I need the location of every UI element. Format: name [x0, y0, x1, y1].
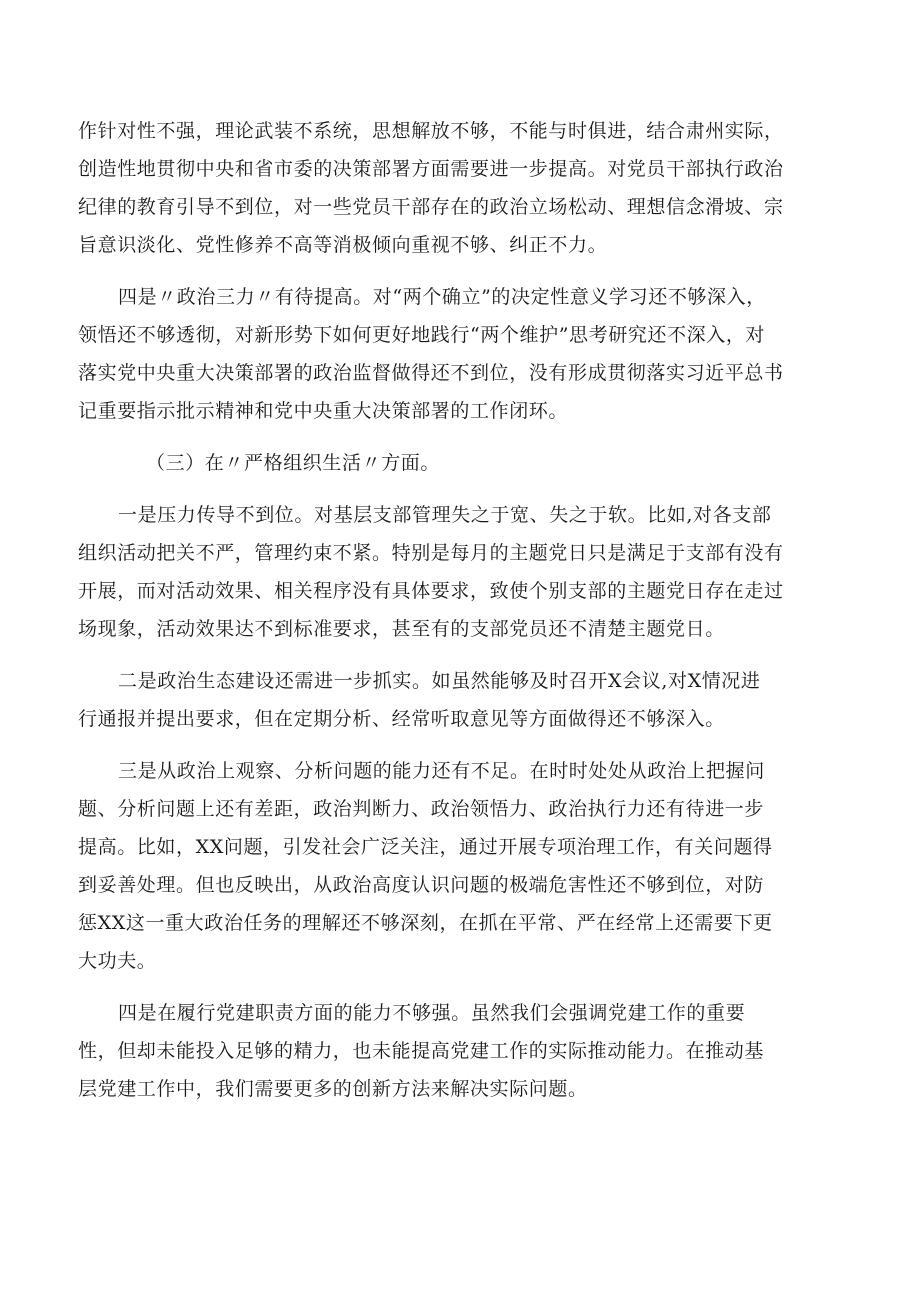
paragraph-political-analysis — [78, 752, 860, 980]
text-line: 记重要指示批示精神和党中央重大决策部署的工作闭环。 — [78, 400, 569, 422]
text-line: 四是〃政治三力〃有待提高。对“两个确立”的决定性意义学习还不够深入， — [118, 286, 766, 308]
text-line: 行通报并提出要求，但在定期分析、经常听取意见等方面做得还不够深入。 — [78, 708, 725, 730]
paragraph-political-abilities — [78, 278, 860, 430]
paragraph-pressure-transmission — [78, 496, 860, 648]
text-line: 四是在履行党建职责方面的能力不够强。虽然我们会强调党建工作的重要 — [118, 1002, 746, 1024]
text-line: 旨意识淡化、党性修养不高等消极倾向重视不够、纠正不力。 — [78, 234, 608, 256]
text-line: 纪律的教育引导不到位，对一些党员干部存在的政治立场松动、理想信念滑坡、宗 — [78, 196, 784, 218]
text-line: 落实党中央重大决策部署的政治监督做得还不到位，没有形成贯彻落实习近平总书 — [78, 362, 784, 384]
text-line: 大功夫。 — [78, 950, 157, 972]
text-line: 作针对性不强，理论武装不系统，思想解放不够，不能与时俱进，结合肃州实际， — [78, 120, 784, 142]
text-line: 三是从政治上观察、分析问题的能力还有不足。在时时处处从政治上把握问 — [118, 760, 765, 782]
text-line: 场现象，活动效果达不到标准要求，甚至有的支部党员还不清楚主题党日。 — [78, 618, 725, 640]
text-line: 到妥善处理。但也反映出，从政治高度认识问题的极端危害性还不够到位，对防 — [78, 874, 765, 896]
paragraph-political-ecology — [78, 662, 860, 738]
text-line: 二是政治生态建设还需进一步抓实。如虽然能够及时召开X会议,对X情况进 — [118, 670, 761, 692]
heading-text: （三）在〃严格组织生活〃方面。 — [146, 452, 441, 474]
document-body — [78, 112, 860, 1122]
text-line: 性，但却未能投入足够的精力，也未能提高党建工作的实际推动能力。在推动基 — [78, 1040, 765, 1062]
text-line: 惩XX这一重大政治任务的理解还不够深刻，在抓在平常、严在经常上还需要下更 — [78, 912, 773, 934]
text-line: 领悟还不够透彻，对新形势下如何更好地践行“两个维护”思考研究还不深入，对 — [78, 324, 766, 346]
paragraph-party-building — [78, 994, 860, 1108]
paragraph-continued-problems — [78, 112, 860, 264]
text-line: 组织活动把关不严，管理约束不紧。特别是每月的主题党日只是满足于支部有没有 — [78, 542, 784, 564]
section-heading-organizational-life — [78, 444, 860, 482]
text-line: 提高。比如，XX问题，引发社会广泛关注，通过开展专项治理工作，有关问题得 — [78, 836, 773, 858]
text-line: 一是压力传导不到位。对基层支部管理失之于宽、失之于软。比如,对各支部 — [118, 504, 772, 526]
text-line: 开展，而对活动效果、相关程序没有具体要求，致使个别支部的主题党日存在走过 — [78, 580, 784, 602]
text-line: 题、分析问题上还有差距，政治判断力、政治领悟力、政治执行力还有待进一步 — [78, 798, 765, 820]
text-line: 层党建工作中，我们需要更多的创新方法来解决实际问题。 — [78, 1078, 588, 1100]
text-line: 创造性地贯彻中央和省市委的决策部署方面需要进一步提高。对党员干部执行政治 — [78, 158, 784, 180]
